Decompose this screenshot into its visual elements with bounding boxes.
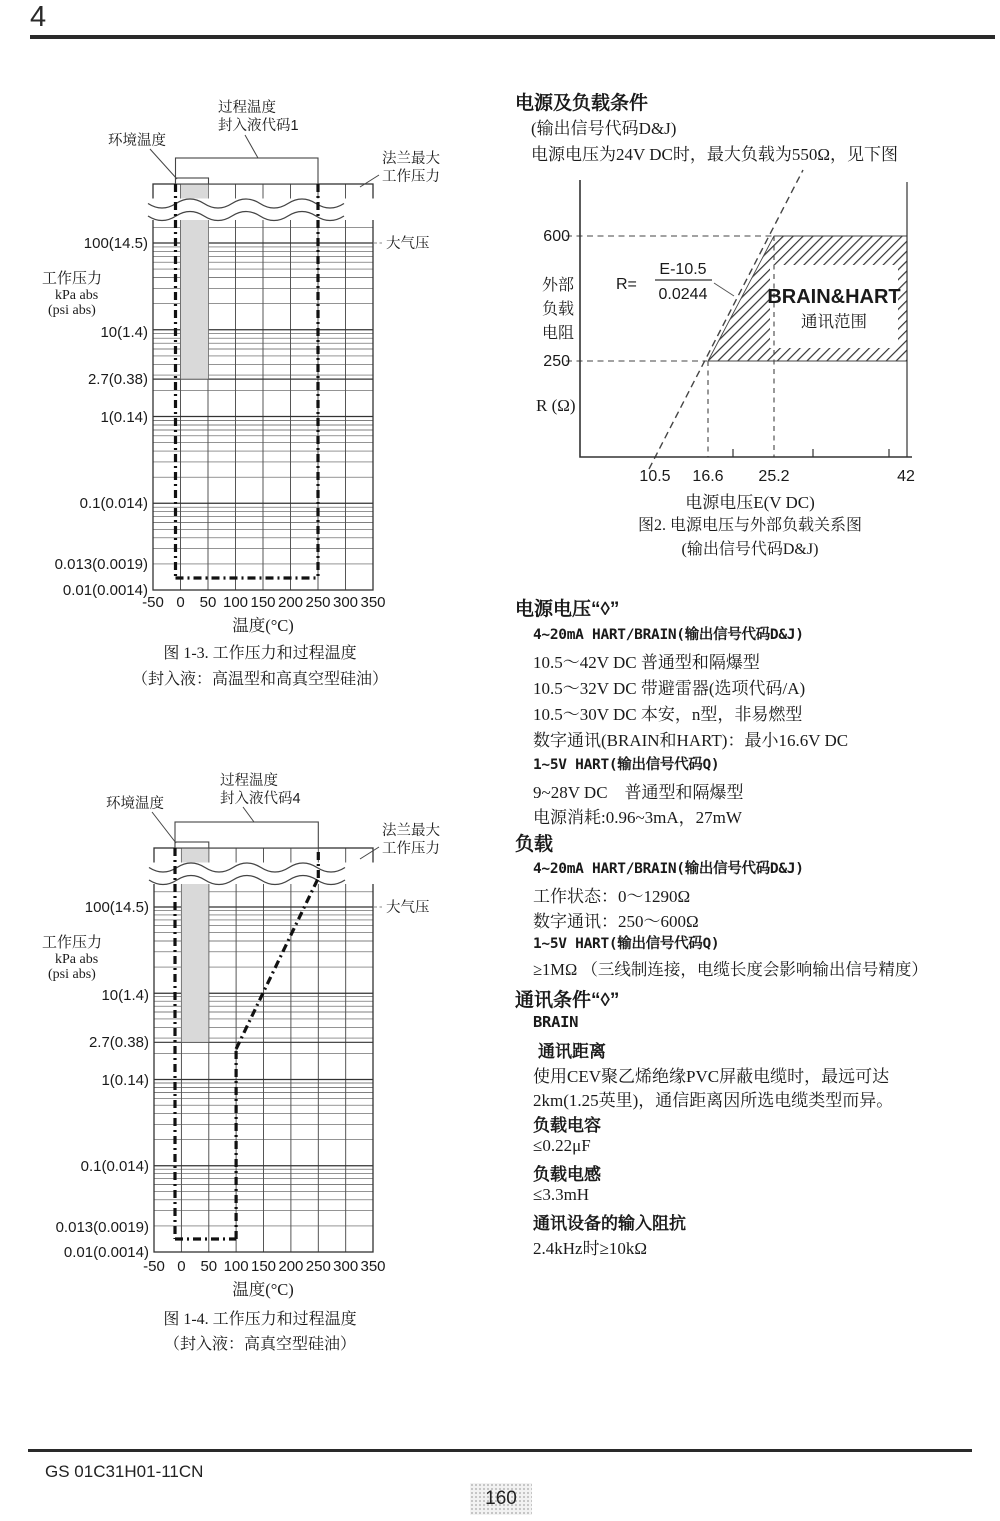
figure-1-4-chart <box>30 750 450 1310</box>
load-line-1: 4~20mA HART/BRAIN(输出信号代码D&J) <box>533 861 804 877</box>
figure-1-3-chart <box>30 85 450 645</box>
fig13-xtick-2: 50 <box>199 594 217 611</box>
fig2-ylabel-3: 电阻 <box>541 325 575 342</box>
fig2-formula-leader <box>714 283 734 296</box>
fig14-xtick-4: 150 <box>250 1258 277 1275</box>
fig14-flange-label-2: 工作压力 <box>382 841 440 857</box>
fig14-flange-label-1: 法兰最大 <box>382 823 440 839</box>
fig13-ytick-0-1: 0.1(0.014) <box>79 495 148 512</box>
fig14-fill-code-label: 封入液代码4 <box>220 791 301 807</box>
fig14-process-leader <box>243 807 254 822</box>
load-line-5: ≥1MΩ （三线制连接，电缆长度会影响输出信号精度） <box>533 960 928 979</box>
comm-load-capacitance-value: ≤0.22μF <box>533 1136 591 1155</box>
fig14-process-label: 过程温度 <box>220 773 278 789</box>
fig13-yaxis-title: 工作压力 <box>42 271 103 287</box>
fig14-xtick-5: 200 <box>278 1258 304 1275</box>
fig13-caption-line2: （封入液：高温型和高真空型硅油） <box>131 671 388 688</box>
fig14-xtick-3: 100 <box>223 1258 249 1275</box>
document-code: GS 01C31H01-11CN <box>45 1462 204 1481</box>
fig14-atm-label: 大气压 <box>386 900 430 916</box>
comm-distance-text-2: 2km(1.25英里)，通信距离因所选电缆类型而异。 <box>533 1091 894 1110</box>
supply-line-6: 1~5V HART(输出信号代码Q) <box>533 757 720 773</box>
load-line-3: 数字通讯：250～600Ω <box>533 912 699 931</box>
fig14-caption-line1: 图 1-4. 工作压力和过程温度 <box>163 1311 357 1328</box>
fig14-ytick-0-013: 0.013(0.0019) <box>55 1219 149 1236</box>
fig13-yaxis-unit-2: (psi abs) <box>48 303 96 318</box>
comm-section-title: 通讯条件“◊” <box>515 990 620 1011</box>
supply-voltage-title: 电源电压“◊” <box>515 599 620 620</box>
supply-line-3: 10.5～32V DC 带避雷器(选项代码/A) <box>533 679 806 698</box>
power-load-section-title: 电源及负载条件 <box>515 93 649 114</box>
load-line-2: 工作状态：0～1290Ω <box>533 887 691 906</box>
page-number-box <box>470 1483 532 1515</box>
fig2-ytick-250: 250 <box>543 353 570 370</box>
fig14-xtick-6: 250 <box>305 1258 331 1275</box>
supply-line-2: 10.5～42V DC 普通型和隔爆型 <box>533 653 760 672</box>
fig2-formula-numerator: E-10.5 <box>659 261 707 278</box>
fig13-ytick-0-01: 0.01(0.0014) <box>62 582 148 599</box>
fig13-process-leader <box>245 135 258 158</box>
comm-distance-text-1: 使用CEV聚乙烯绝缘PVC屏蔽电缆时，最远可达 <box>533 1067 890 1086</box>
fig14-ytick-10: 10(1.4) <box>101 987 149 1004</box>
fig2-y-unit: R (Ω) <box>536 396 576 415</box>
footer-rule <box>28 1449 972 1452</box>
fig2-formula-lhs: R= <box>616 276 637 293</box>
fig13-xtick-7: 300 <box>332 594 359 611</box>
fig13-ambient-label: 环境温度 <box>108 133 166 149</box>
fig14-ytick-100: 100(14.5) <box>84 899 149 916</box>
fig14-xtick-7: 300 <box>333 1258 359 1275</box>
comm-input-impedance-title: 通讯设备的输入阻抗 <box>533 1214 686 1233</box>
supply-line-7: 9~28V DC 普通型和隔爆型 <box>533 783 744 802</box>
load-line-4: 1~5V HART(输出信号代码Q) <box>533 936 720 952</box>
fig13-ytick-2-7: 2.7(0.38) <box>87 371 148 388</box>
fig13-ytick-100: 100(14.5) <box>83 235 148 252</box>
fig14-ambient-leader <box>152 812 176 843</box>
fig13-flange-label-1: 法兰最大 <box>382 151 440 167</box>
comm-line-brain: BRAIN <box>533 1013 579 1031</box>
fig2-caption-line1: 图2. 电源电压与外部负载关系图 <box>637 517 862 534</box>
fig13-ytick-10: 10(1.4) <box>100 324 148 341</box>
comm-load-capacitance-title: 负载电容 <box>533 1116 601 1135</box>
fig14-ambient-label: 环境温度 <box>106 796 164 812</box>
fig13-ambient-leader <box>150 149 177 179</box>
power-signal-code-line: (输出信号代码D&J) <box>531 119 677 138</box>
fig14-xtick-2: 50 <box>200 1258 218 1275</box>
page-corner-number: 4 <box>30 1 47 33</box>
top-rule <box>30 35 995 39</box>
fig2-xtick-25-2: 25.2 <box>758 468 790 485</box>
figure-2-chart <box>520 162 1000 522</box>
fig14-xtick-1: 0 <box>177 1258 186 1275</box>
fig13-fill-code-label: 封入液代码1 <box>218 118 299 134</box>
fig13-ambient-temp-bracket <box>176 178 209 184</box>
fig2-xtick-42: 42 <box>897 468 915 485</box>
fig14-ytick-2-7: 2.7(0.38) <box>88 1034 149 1051</box>
supply-line-1: 4~20mA HART/BRAIN(输出信号代码D&J) <box>533 627 804 643</box>
supply-line-4: 10.5～30V DC 本安，n型，非易燃型 <box>533 705 803 724</box>
supply-line-8: 电源消耗:0.96~3mA，27mW <box>533 808 742 827</box>
fig2-xtick-10-5: 10.5 <box>639 468 671 485</box>
fig13-xtick-3: 100 <box>222 594 249 611</box>
fig13-process-label: 过程温度 <box>218 100 276 116</box>
fig2-axis-ticks <box>733 449 889 457</box>
fig13-flange-label-2: 工作压力 <box>382 169 440 185</box>
fig13-xtick-4: 150 <box>250 594 276 611</box>
comm-distance-title: 通讯距离 <box>538 1042 606 1061</box>
fig14-ytick-0-01: 0.01(0.0014) <box>63 1244 149 1261</box>
comm-load-inductance-value: ≤3.3mH <box>533 1185 590 1204</box>
fig2-ylabel-1: 外部 <box>541 277 575 294</box>
fig14-ytick-0-1: 0.1(0.014) <box>80 1158 149 1175</box>
fig14-yaxis-unit-1: kPa abs <box>55 952 99 967</box>
fig14-ytick-1: 1(0.14) <box>101 1072 149 1089</box>
fig2-region-label-1: BRAIN&HART <box>767 286 901 308</box>
fig2-formula-denominator: 0.0244 <box>658 286 708 303</box>
fig13-caption-line1: 图 1-3. 工作压力和过程温度 <box>163 645 357 662</box>
fig2-xtick-16-6: 16.6 <box>692 468 724 485</box>
page-number: 160 <box>485 1488 517 1509</box>
fig2-caption-line2: (输出信号代码D&J) <box>681 541 819 558</box>
fig13-yaxis-unit-1: kPa abs <box>55 288 99 303</box>
fig14-yaxis-title: 工作压力 <box>42 935 103 951</box>
fig14-flange-leader <box>360 847 379 859</box>
fig2-xaxis-title: 电源电压E(V DC) <box>685 493 815 512</box>
fig2-ytick-600: 600 <box>543 228 570 245</box>
comm-input-impedance-value: 2.4kHz时≥10kΩ <box>533 1239 648 1258</box>
fig14-yaxis-unit-2: (psi abs) <box>48 967 96 982</box>
fig2-ylabel-2: 负载 <box>541 301 575 318</box>
fig14-ambient-temp-bracket <box>175 842 209 848</box>
fig13-flange-leader <box>360 175 379 187</box>
fig14-caption-line2: （封入液：高真空型硅油） <box>163 1336 356 1353</box>
fig13-ytick-1: 1(0.14) <box>100 409 148 426</box>
fig13-xaxis-title: 温度(°C) <box>232 616 294 635</box>
fig14-xtick-8: 350 <box>360 1258 386 1275</box>
fig14-xtick-0: -50 <box>143 1258 165 1275</box>
fig13-xtick-0: -50 <box>142 594 164 611</box>
supply-line-5: 数字通讯(BRAIN和HART)：最小16.6V DC <box>533 731 849 750</box>
fig13-atm-label: 大气压 <box>386 236 430 252</box>
fig13-xtick-6: 250 <box>305 594 331 611</box>
fig13-xtick-8: 350 <box>360 594 386 611</box>
fig14-xaxis-title: 温度(°C) <box>232 1280 294 1299</box>
comm-load-inductance-title: 负载电感 <box>533 1165 601 1184</box>
fig13-xtick-5: 200 <box>277 594 304 611</box>
fig13-xtick-1: 0 <box>176 594 185 611</box>
power-max-load-line: 电源电压为24V DC时，最大负载为550Ω，见下图 <box>531 145 898 164</box>
load-section-title: 负载 <box>515 834 554 855</box>
fig2-region-label-2: 通讯范围 <box>801 313 867 331</box>
fig13-ytick-0-013: 0.013(0.0019) <box>54 556 148 573</box>
